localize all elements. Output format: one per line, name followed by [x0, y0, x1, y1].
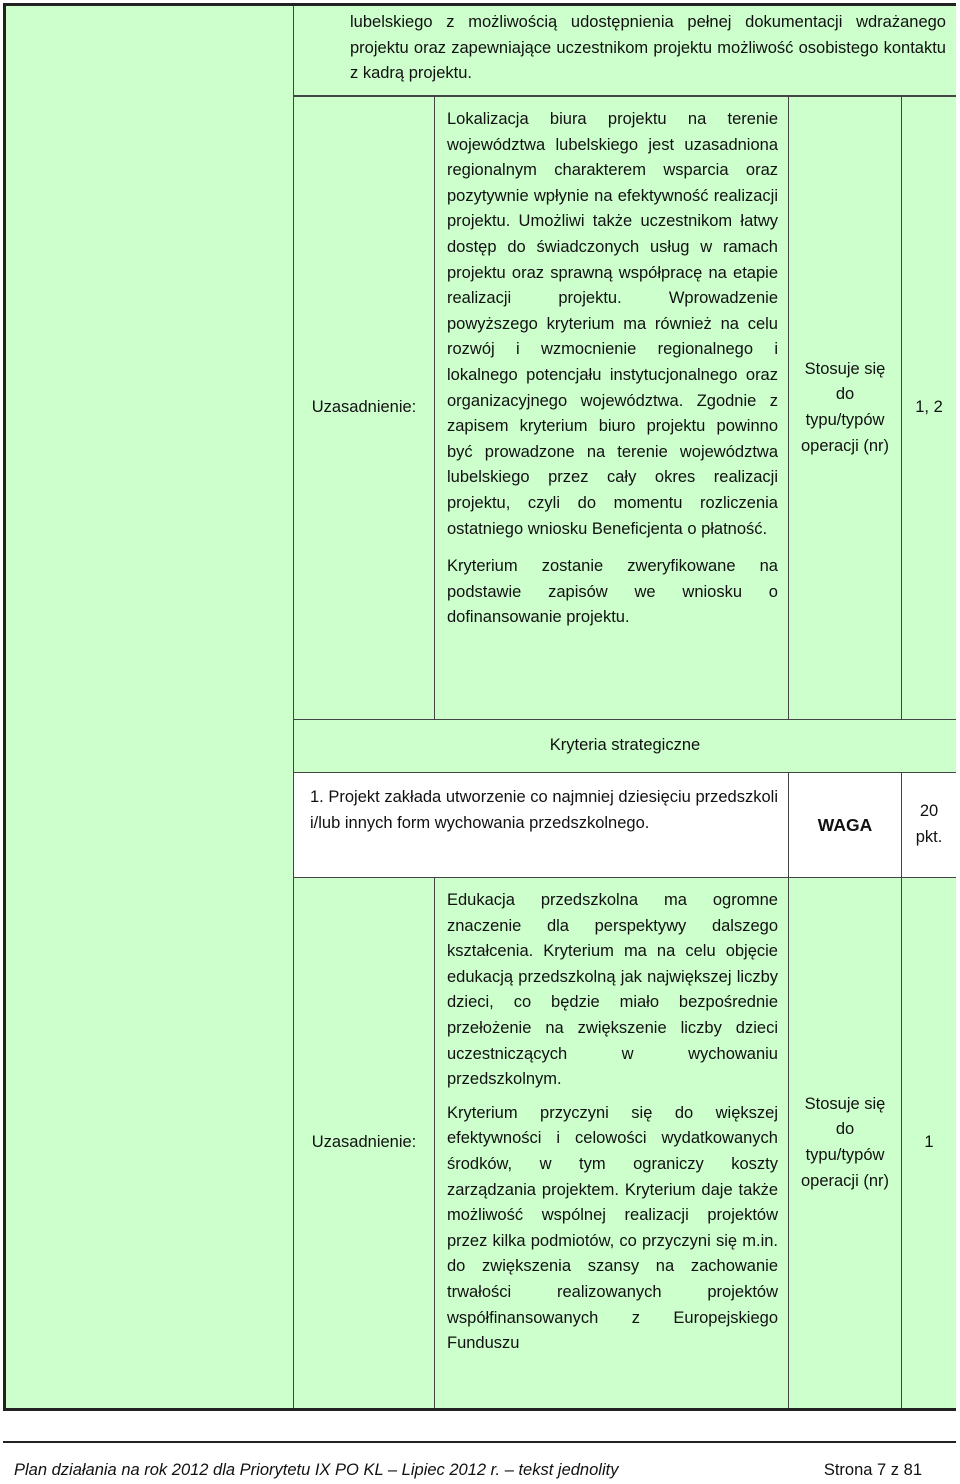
footer-document-title: Plan działania na rok 2012 dla Priorytetu IX PO KL – Lipiec 2012 r. – tekst jednolity [14, 1461, 619, 1479]
justification-label-2: Uzasadnienie: [294, 877, 435, 1408]
applies-to-cell-1: Stosuje się do typu/typów operacji (nr) [788, 96, 902, 720]
paragraph: Lokalizacja biura projektu na terenie województwa lubelskiego jest uzasadniona regionalnym charakterem wsparcia oraz pozytywnie wpłynie na efektywność realizacji projektu. Umożliwi także uczestnikom łatwy dostęp do świadczonych usług w ramach projektu oraz sprawną współpracę na etapie realizacji projektu. Wprowadzenie powyższego kryterium ma również na celu rozwój i wzmocnienie regionalnego i lokalnego potencjału instytucjonalnego oraz organizacyjnego województwa. Zgodnie z zapisem kryterium biuro projektu powinno być prowadzone na terenie województwa lubelskiego przez cały okres realizacji projektu, czyli do momentu rozliczenia ostatniego wniosku Beneficjenta o płatność. [447, 110, 778, 538]
intro-text: lubelskiego z możliwością udostępnienia pełnej dokumentacji wdrażanego projektu oraz zapewniające uczestnikom projektu możliwość osobistego kontaktu z kadrą projektu. [350, 13, 946, 83]
paragraph: Kryterium przyczyni się do większej efektywności i celowości wydatkowanych środków, w tym ograniczy koszty zarządzania projektem. Kryterium daje także możliwość wspólnej realizacji projektów przez kilka podmiotów, co przyczyni się m.in. do zwiększenia szansy na zachowanie trwałości realizowanych projektów współfinansowanych z Europejskiego Funduszu [447, 1103, 778, 1353]
footer-divider [3, 1441, 956, 1443]
justification-text-2 [434, 877, 789, 1408]
paragraph: Edukacja przedszkolna ma ogromne znaczenie dla perspektywy dalszego kształcenia. Kryterium ma na celu objęcie edukacją przedszkolną jak największej liczby dzieci, co będzie miało bezpośrednie przełożenie na zwiększenie liczby dzieci uczestniczących w wychowaniu przedszkolnym. [447, 891, 778, 1089]
justification-label-1: Uzasadnienie: [294, 96, 435, 720]
weight-label-cell: WAGA [788, 772, 902, 878]
justification-text-1 [434, 96, 789, 720]
weight-value-cell: 20 pkt. [901, 772, 956, 878]
applies-to-cell-2: Stosuje się do typu/typów operacji (nr) [788, 877, 902, 1408]
criterion-text: 1. Projekt zakłada utworzenie co najmniej dziesięciu przedszkoli i/lub innych form wychowania przedszkolnego. [310, 788, 778, 832]
intro-cell [294, 6, 956, 96]
footer-page-number: Strona 7 z 81 [823, 1461, 922, 1479]
type-number-cell-2: 1 [901, 877, 956, 1408]
section-heading: Kryteria strategiczne [294, 719, 956, 773]
left-empty-column [6, 6, 294, 1408]
paragraph: Kryterium zostanie zweryfikowane na podstawie zapisów we wniosku o dofinansowanie projektu. [447, 557, 778, 627]
type-number-cell-1: 1, 2 [901, 96, 956, 720]
criterion-text-cell [294, 772, 789, 878]
